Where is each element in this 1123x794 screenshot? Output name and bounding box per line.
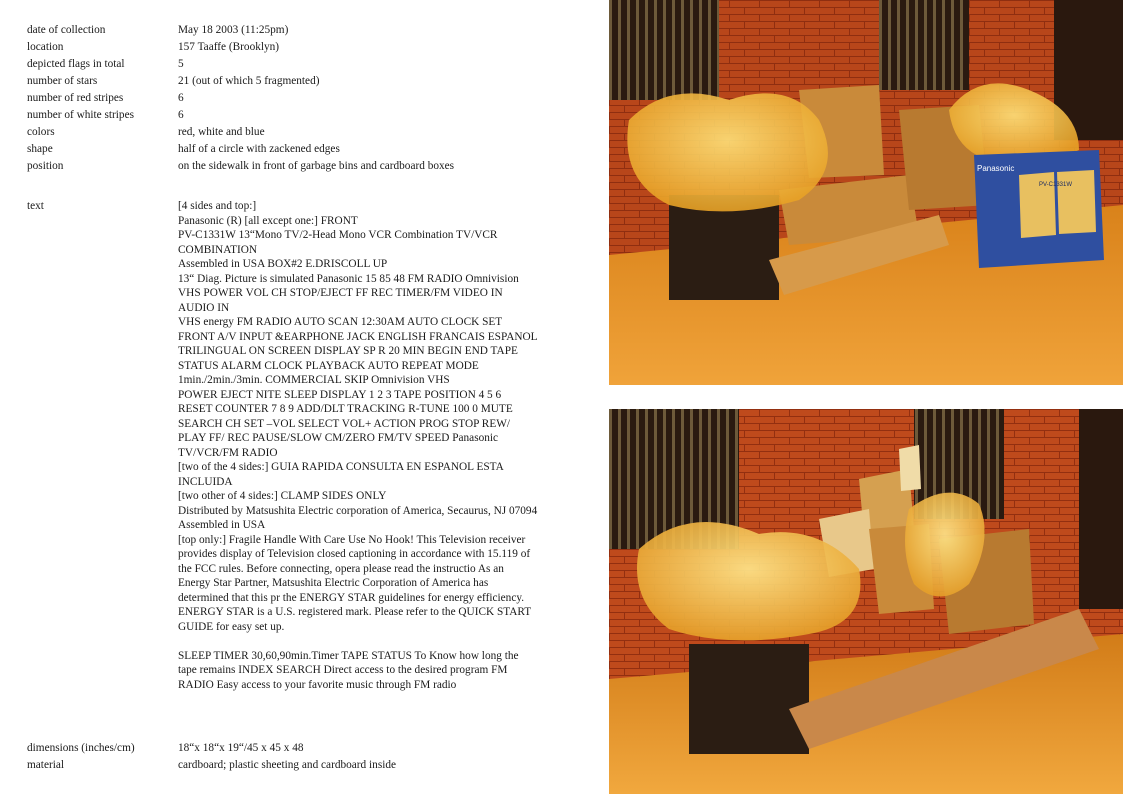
photo-bottom xyxy=(609,409,1123,794)
window-grate xyxy=(609,0,719,100)
text-section-label: text xyxy=(27,200,44,212)
box-brand-label: Panasonic xyxy=(977,164,1015,173)
text-paragraph: SLEEP TIMER 30,60,90min.Timer TAPE STATUS To Know how long the tape remains INDEX SEARCH Direct access to the desired program FM RADIO Easy access to your favorite music through FM radio xyxy=(178,649,519,691)
meta-value: 21 (out of which 5 fragmented) xyxy=(178,75,320,87)
meta-label: number of red stripes xyxy=(27,92,124,104)
trash-can xyxy=(689,644,809,754)
box-model-label: PV-C1331W xyxy=(1039,182,1073,188)
meta-label: location xyxy=(27,41,64,53)
plastic-bag xyxy=(627,93,828,211)
meta-label: number of white stripes xyxy=(27,109,134,121)
meta-row-colors xyxy=(27,125,587,141)
meta-label: date of collection xyxy=(27,24,106,36)
meta-value: 6 xyxy=(178,92,184,104)
text-paragraph: PV-C1331W 13“Mono TV/2-Head Mono VCR Combination TV/VCR COMBINATION xyxy=(178,229,498,256)
meta-row-location xyxy=(27,40,587,56)
transcribed-text xyxy=(178,199,538,692)
text-paragraph: POWER EJECT NITE SLEEP DISPLAY 1 2 3 TAPE POSITION 4 5 6 RESET COUNTER 7 8 9 ADD/DLT TRACKING R-TUNE 100 0 MUTE SEARCH CH SET –VOL SELECT VOL+ ACTION PROG STOP REW/ PLAY FF/ REC PAUSE/SLOW CM/ZERO FM/TV SPEED Panasonic TV/VCR/FM RADIO xyxy=(178,388,513,459)
meta-value: on the sidewalk in front of garbage bins and cardboard boxes xyxy=(178,160,455,172)
meta-label: number of stars xyxy=(27,75,98,87)
text-paragraph: [two of the 4 sides:] GUIA RAPIDA CONSULTA EN ESPANOL ESTA INCLUIDA xyxy=(178,461,504,488)
meta-value: 6 xyxy=(178,109,184,121)
meta-row-red-stripes xyxy=(27,91,587,107)
photo-top xyxy=(609,0,1123,385)
meta-row-stars xyxy=(27,74,587,90)
meta-value: 157 Taaffe (Brooklyn) xyxy=(178,41,280,53)
text-paragraph: [4 sides and top:] xyxy=(178,200,257,212)
meta-value: 5 xyxy=(178,58,184,70)
text-paragraph: Assembled in USA BOX#2 E.DRISCOLL UP xyxy=(178,258,388,270)
meta-label: shape xyxy=(27,143,53,155)
footer-label: dimensions (inches/cm) xyxy=(27,742,135,754)
cardboard-piece xyxy=(899,445,921,491)
meta-label: colors xyxy=(27,126,55,138)
meta-value: May 18 2003 (11:25pm) xyxy=(178,24,289,36)
footer-label: material xyxy=(27,759,65,771)
photo-bottom-scene xyxy=(609,409,1123,794)
text-paragraph: Panasonic (R) [all except one:] FRONT xyxy=(178,214,358,227)
footer-row-material xyxy=(27,758,587,774)
footer-value: 18“x 18“x 19“/45 x 45 x 48 xyxy=(178,742,304,754)
meta-row-shape xyxy=(27,142,587,158)
meta-row-white-stripes xyxy=(27,108,587,124)
meta-row-position xyxy=(27,159,587,175)
footer-row-dimensions xyxy=(27,741,587,757)
text-paragraph: VHS energy FM RADIO AUTO SCAN 12:30AM AUTO CLOCK SET FRONT A/V INPUT &EARPHONE JACK ENGLISH FRANCAIS ESPANOL TRILINGUAL ON SCREEN DISPLAY SP R 20 MIN BEGIN END TAPE STATUS ALARM CLOCK PLAYBACK AUTO REPEAT MODE 1min./2min./3min. COMMERCIAL SKIP Omnivision VHS xyxy=(178,316,538,386)
meta-value: red, white and blue xyxy=(178,126,265,138)
meta-label: depicted flags in total xyxy=(27,58,125,70)
text-paragraph: 13“ Diag. Picture is simulated Panasonic 15 85 48 FM RADIO Omnivision VHS POWER VOL CH STOP/EJECT FF REC TIMER/FM VIDEO IN AUDIO IN xyxy=(178,272,519,314)
text-paragraph: Distributed by Matsushita Electric corporation of America, Secaurus, NJ 07094 Assembled in USA xyxy=(178,504,538,531)
text-paragraph: [top only:] Fragile Handle With Care Use No Hook! This Television receiver provides display of Television closed captioning in accordance with 15.119 of the FCC rules. Before connecting, opera please read the instructio As an Energy Star Partner, Matsushita Electric Corporation of America has determined that this pr the ENERGY STAR guidelines for energy efficiency. ENERGY STAR is a U.S. registered mark. Please refer to the QUICK START GUIDE for easy set up. xyxy=(178,533,531,633)
footer-value: cardboard; plastic sheeting and cardboard inside xyxy=(178,759,397,771)
meta-row-date xyxy=(27,23,587,39)
window-grate xyxy=(879,0,969,90)
meta-label: position xyxy=(27,160,64,172)
doorway xyxy=(1079,409,1123,609)
photo-top-scene xyxy=(609,0,1123,385)
meta-row-flags xyxy=(27,57,587,73)
meta-value: half of a circle with zackened edges xyxy=(178,143,340,155)
text-paragraph: [two other of 4 sides:] CLAMP SIDES ONLY xyxy=(178,490,387,502)
